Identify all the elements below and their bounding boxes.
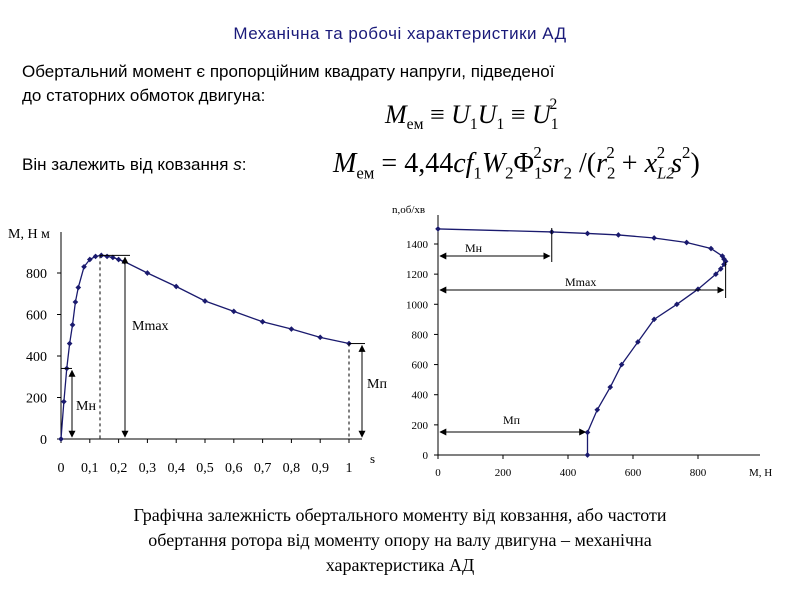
- data-point: [93, 254, 99, 260]
- f2-sub2-b: 2: [563, 163, 572, 183]
- figure-caption: [0, 503, 800, 578]
- data-point: [607, 384, 613, 390]
- y-tick-label: 1400: [406, 239, 428, 251]
- f2-Phi: Φ: [513, 148, 534, 179]
- x-tick-label: 400: [559, 467, 577, 479]
- f2-s-b: s: [671, 148, 683, 179]
- data-point: [104, 254, 110, 260]
- data-point: [585, 452, 591, 458]
- text-line-3-main: Він залежить від ковзання: [22, 155, 234, 174]
- f2-r-b: r: [596, 148, 607, 179]
- mn-label: Мн: [76, 399, 96, 414]
- f2-f: f: [465, 148, 474, 179]
- y-tick-label: 0: [40, 433, 47, 448]
- data-point: [435, 226, 441, 232]
- page-title: Механічна та робочі характеристики АД: [233, 24, 567, 43]
- f2-plus: +: [614, 148, 645, 179]
- f2-c: c: [453, 148, 466, 179]
- data-point: [67, 341, 73, 347]
- data-point: [202, 298, 208, 304]
- x-axis-label: s: [370, 451, 376, 466]
- y-tick-label: 200: [26, 391, 47, 407]
- data-point: [585, 231, 591, 237]
- f2-subL2: L2: [657, 163, 675, 183]
- f2-M: M: [333, 148, 357, 179]
- x-axis-label: М, Н: [749, 467, 773, 479]
- caption-line-1: Графічна залежність обертального моменту від ковзання, або частоти: [133, 505, 667, 525]
- x-tick-label: 800: [689, 467, 707, 479]
- x-tick-label: 0,1: [81, 461, 99, 476]
- f1-sub-em: ем: [406, 116, 424, 134]
- f1-M: M: [385, 100, 407, 129]
- data-point: [231, 309, 237, 315]
- x-tick-label: 0,5: [196, 461, 214, 476]
- x-tick-label: 0,7: [253, 461, 272, 476]
- x-tick-label: 0,2: [109, 461, 128, 476]
- data-point: [289, 326, 295, 332]
- x-tick-label: 0,4: [167, 461, 185, 476]
- f1-sup2: 2: [549, 96, 558, 113]
- mn-label: Мн: [465, 241, 483, 255]
- data-point: [173, 284, 179, 290]
- mmax-label: Mmax: [565, 275, 597, 289]
- data-point: [616, 232, 622, 238]
- f2-sup2-c: 2: [656, 143, 666, 162]
- x-tick-label: 0: [57, 461, 65, 476]
- f2-W: W: [481, 148, 506, 179]
- data-point: [260, 319, 266, 325]
- f1-sub1-c: 1: [550, 116, 559, 134]
- y-tick-label: 1000: [406, 299, 428, 312]
- f1-eq2: ≡: [504, 100, 532, 129]
- series-line: [61, 255, 349, 439]
- y-tick-label: 1200: [406, 269, 428, 282]
- speed-torque-chart: [392, 204, 772, 479]
- y-tick-label: 600: [411, 359, 428, 372]
- caption-line-3: характеристика АД: [325, 555, 475, 575]
- text-line-3-colon: :: [241, 155, 247, 174]
- data-point: [651, 235, 657, 241]
- data-point: [75, 285, 81, 291]
- caption-line-2: обертання ротора від моменту опору на валу двигуна – механічна: [148, 530, 652, 550]
- torque-slip-chart: [8, 227, 387, 476]
- f2-s-a: s: [541, 148, 553, 179]
- data-point: [317, 334, 323, 340]
- f2-sub2-c: 2: [607, 163, 616, 183]
- x-tick-label: 200: [494, 467, 512, 479]
- f2-sup2-a: 2: [533, 143, 542, 162]
- data-point: [122, 259, 128, 265]
- x-tick-label: 0,9: [311, 461, 329, 476]
- x-tick-label: 600: [624, 467, 642, 479]
- y-axis-label: М, Н м: [8, 227, 50, 242]
- mmax-label: Mmax: [132, 319, 169, 334]
- y-tick-label: 800: [411, 329, 428, 342]
- f2-sub-em: ем: [356, 163, 375, 183]
- data-point: [73, 299, 79, 305]
- series-line: [438, 229, 726, 455]
- x-tick-label: 0,3: [138, 461, 157, 476]
- data-point: [58, 436, 64, 442]
- y-tick-label: 600: [26, 308, 47, 324]
- f2-sup2-b: 2: [606, 143, 615, 162]
- y-tick-label: 0: [422, 450, 428, 462]
- f2-eq: =: [374, 148, 405, 179]
- mp-label: Мп: [367, 377, 387, 392]
- f1-U-a: U: [451, 100, 470, 129]
- f2-close: ): [690, 148, 700, 179]
- data-point: [594, 407, 600, 413]
- text-line-2: до статорних обмоток двигуна:: [22, 86, 266, 105]
- f2-sub2-a: 2: [505, 163, 514, 183]
- x-tick-label: 0: [435, 467, 441, 479]
- f2-sup2-d: 2: [682, 143, 691, 162]
- mp-label: Мп: [503, 413, 521, 427]
- f2-coef: 4,44: [404, 148, 454, 179]
- text-line-3-var: s: [233, 155, 242, 174]
- f2-sub1-b: 1: [534, 163, 543, 183]
- f1-sub1-b: 1: [496, 116, 505, 134]
- f1-sub1-a: 1: [469, 116, 478, 134]
- data-point: [70, 322, 76, 328]
- data-point: [585, 430, 591, 436]
- y-tick-label: 400: [26, 350, 47, 365]
- f2-div: /(: [571, 148, 597, 179]
- y-tick-label: 200: [411, 419, 428, 432]
- data-point: [116, 257, 122, 263]
- data-point: [684, 240, 690, 246]
- x-tick-label: 0,6: [225, 461, 243, 476]
- f1-eq1: ≡: [423, 100, 452, 129]
- x-tick-label: 1: [345, 461, 353, 476]
- y-tick-label: 400: [411, 389, 428, 402]
- text-line-1: Обертальний момент є пропорційним квадрату напруги, підведеної: [22, 62, 555, 81]
- f1-U-b: U: [477, 100, 497, 129]
- x-tick-label: 0,8: [282, 461, 301, 476]
- y-axis-label: n,об/хв: [392, 204, 426, 216]
- f2-sub1-a: 1: [473, 163, 482, 183]
- f2-r-a: r: [552, 148, 564, 179]
- f2-x: x: [644, 148, 658, 179]
- data-point: [61, 399, 67, 405]
- f1-U-c: U: [531, 100, 551, 129]
- data-point: [145, 270, 151, 276]
- y-tick-label: 800: [26, 267, 47, 282]
